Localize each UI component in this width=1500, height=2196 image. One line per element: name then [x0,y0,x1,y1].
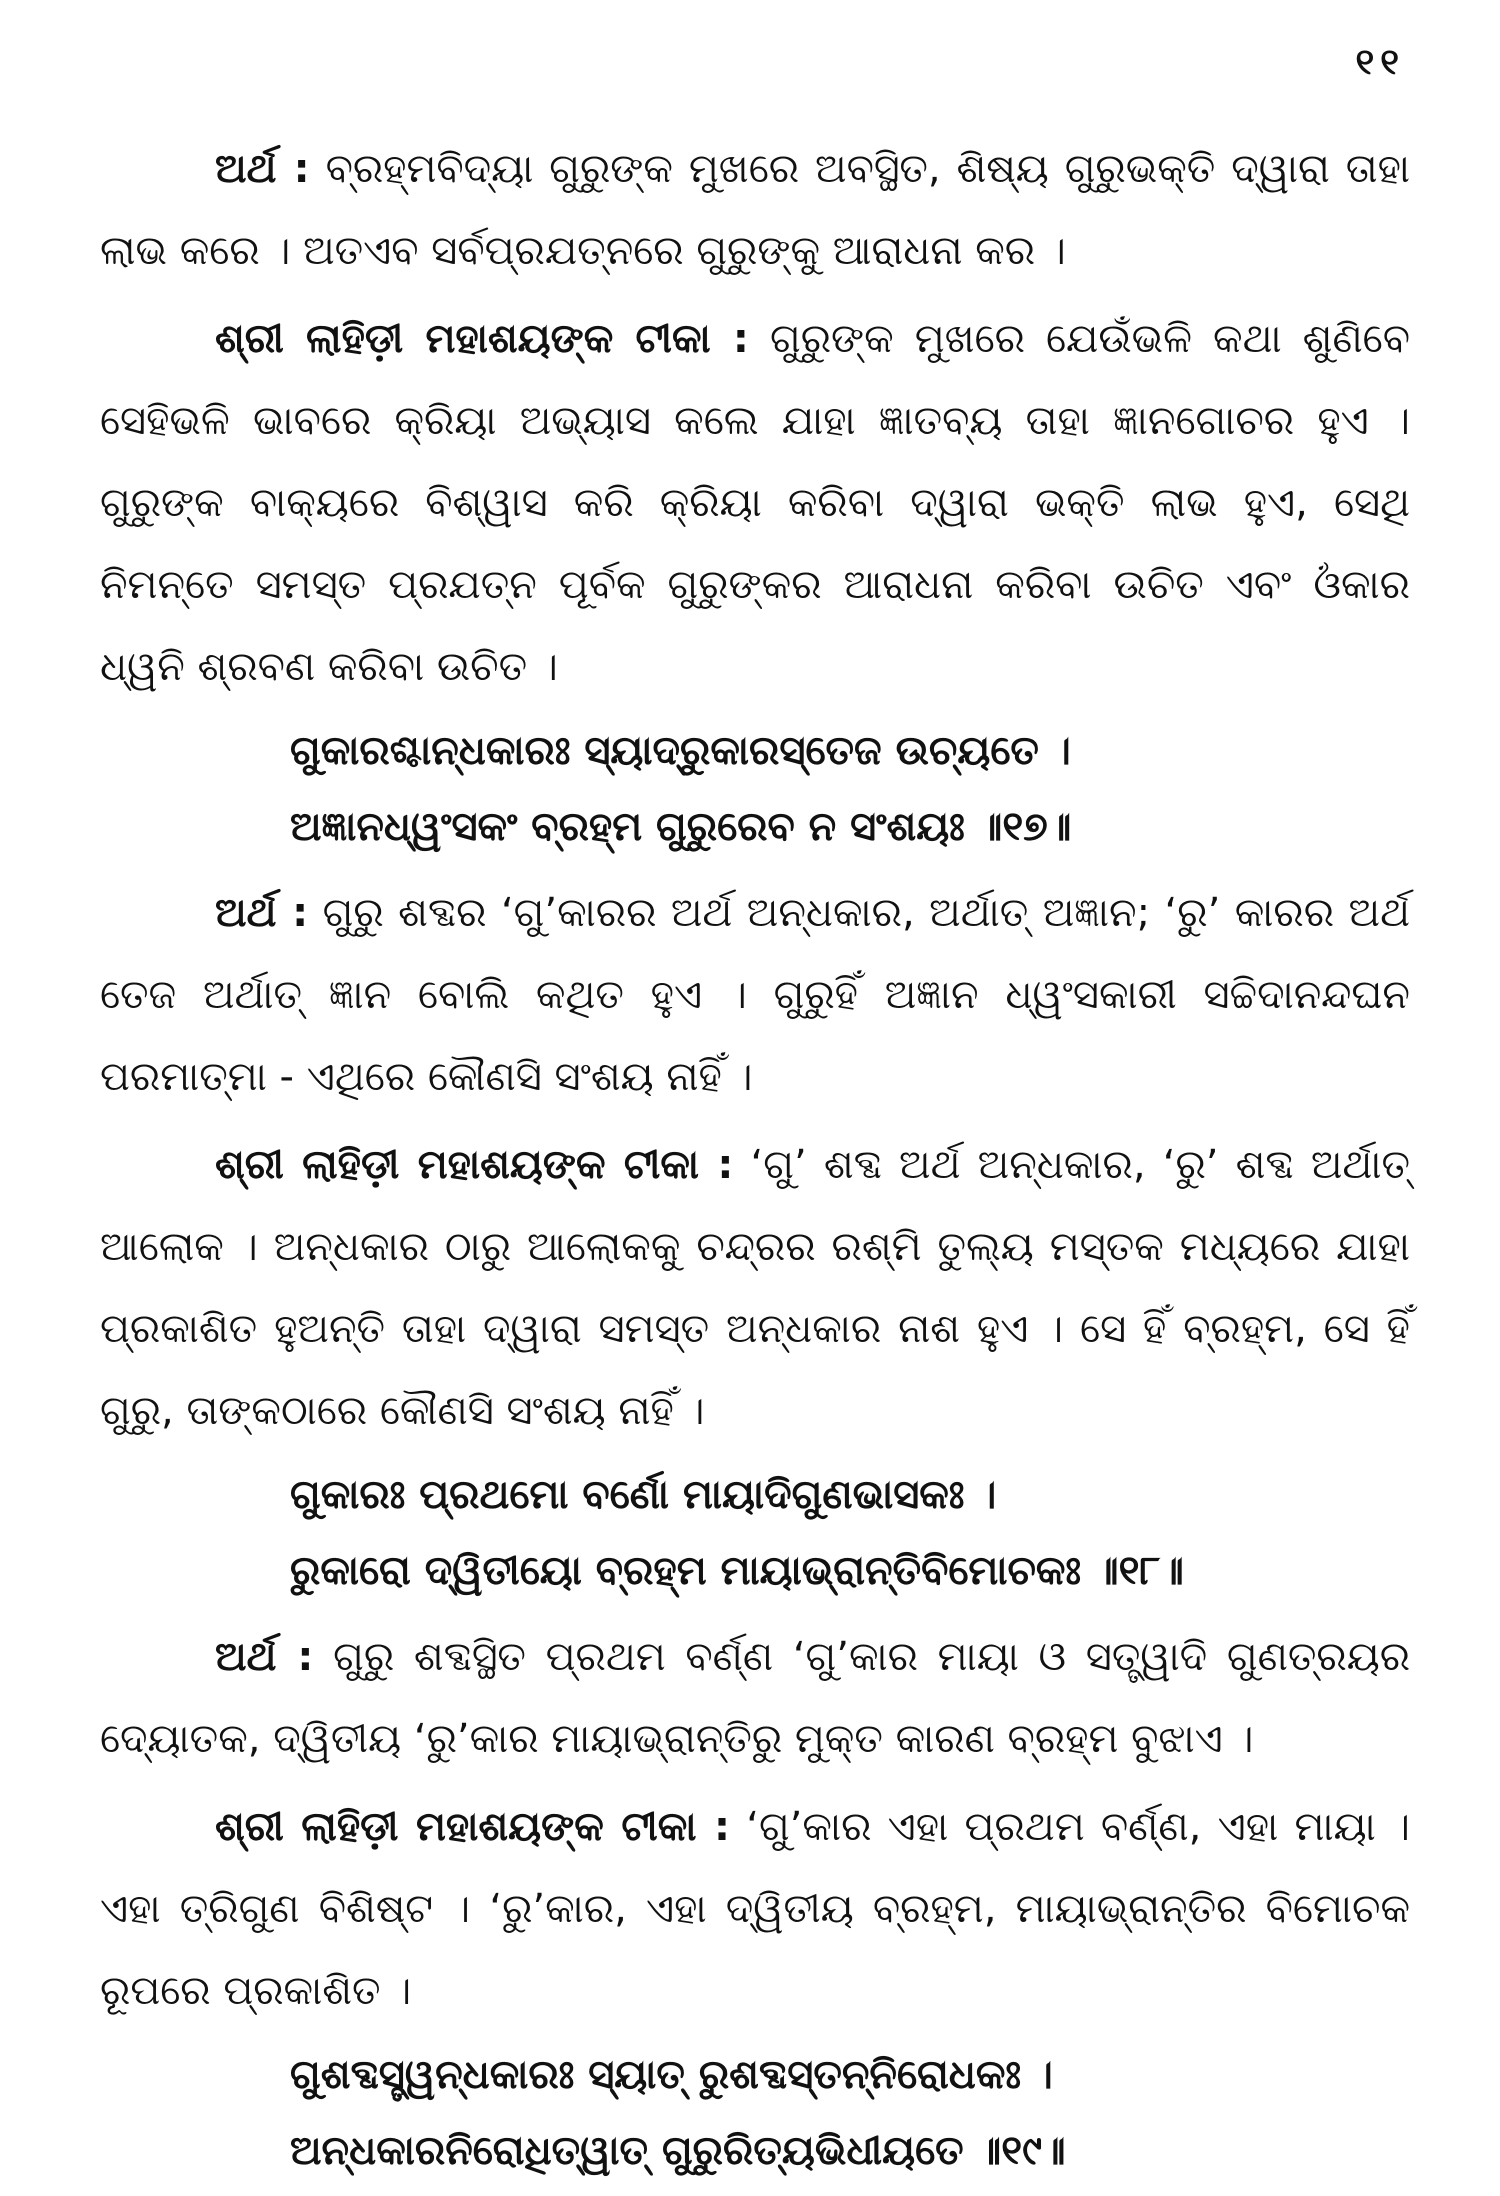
verse-line: ଗୁକାରଶ୍ଚାନ୍ଧକାରଃ ସ୍ୟାଦ୍ରୁକାରସ୍ତେଜ ଉଚ୍ୟତେ । [290,728,1071,774]
verse-17 [100,714,1410,864]
paragraph-text: ଗୁରୁ ଶବ୍ଦସ୍ଥିତ ପ୍ରଥମ ବର୍ଣ୍ଣ ‘ଗୁ’କାର ମାୟା ଓ ସତ୍ତ୍ୱାଦି ଗୁଣତ୍ରୟର ଦ୍ୟୋତକ, ଦ୍ୱିତୀୟ ‘ରୁ’କାର ମାୟାଭ୍ରାନ୍ତିରୁ ମୁକ୍ତ କାରଣ ବ୍ରହ୍ମ ବୁଝାଏ । [100,1634,1411,1762]
paragraph-text: ଗୁରୁଙ୍କ ମୁଖରେ ଯେଉଁଭଳି କଥା ଶୁଣିବେ ସେହିଭଳି ଭାବରେ କ୍ରିୟା ଅଭ୍ୟାସ କଲେ ଯାହା ଜ୍ଞାତବ୍ୟ ତାହା ଜ୍ଞାନଗୋଚର ହୁଏ । ଗୁରୁଙ୍କ ବାକ୍ୟରେ ବିଶ୍ୱାସ କରି କ୍ରିୟା କରିବା ଦ୍ୱାରା ଭକ୍ତି ଲାଭ ହୁଏ, ସେଥି ନିମନ୍ତେ ସମସ୍ତ ପ୍ରଯତ୍ନ ପୂର୍ବକ ଗୁରୁଙ୍କର ଆରାଧନା କରିବା ଉଚିତ ଏବଂ ଓଁକାର ଧ୍ୱନି ଶ୍ରବଣ କରିବା ଉଚିତ । [100,316,1410,690]
paragraph-text: ‘ଗୁ’କାର ଏହା ପ୍ରଥମ ବର୍ଣ୍ଣ, ଏହା ମାୟା । ଏହା ତ୍ରିଗୁଣ ବିଶିଷ୍ଟ । ‘ରୁ’କାର, ଏହା ଦ୍ୱିତୀୟ ବ୍ରହ୍ମ, ମାୟାଭ୍ରାନ୍ତିର ବିମୋଚକ ରୂପରେ ପ୍ରକାଶିତ । [100,1804,1410,2014]
verse-line: ଗୁକାରଃ ପ୍ରଥମୋ ବର୍ଣୋ ମାୟାଦିଗୁଣଭାସକଃ । [290,1472,997,1518]
page-content [100,128,1410,2196]
page-number: ୧୧ [1355,42,1405,83]
meaning-paragraph [100,1616,1410,1780]
meaning-paragraph [100,128,1410,292]
verse-19 [100,2038,1410,2188]
paragraph-text: ବ୍ରହ୍ମବିଦ୍ୟା ଗୁରୁଙ୍କ ମୁଖରେ ଅବସ୍ଥିତ, ଶିଷ୍ୟ ଗୁରୁଭକ୍ତି ଦ୍ୱାରା ତାହା ଲାଭ କରେ । ଅତଏବ ସର୍ବପ୍ରଯତ୍ନରେ ଗୁରୁଙ୍କୁ ଆରାଧନା କର । [100,146,1411,274]
verse-line: ଅଜ୍ଞାନଧ୍ୱଂସକଂ ବ୍ରହ୍ମ ଗୁରୁରେବ ନ ସଂଶୟଃ ॥୧୭॥ [290,804,1072,850]
paragraph-label: ଅର୍ଥ : [215,890,309,936]
commentary-paragraph [100,298,1410,708]
verse-18 [100,1458,1410,1608]
paragraph-label: ଅର୍ଥ : [215,146,310,192]
paragraph-label: ଶ୍ରୀ ଲାହିଡ଼ୀ ମହାଶୟଙ୍କ ଟୀକା : [215,1804,730,1850]
verse-line: ଗୁଶବ୍ଦସ୍ତ୍ୱନ୍ଧକାରଃ ସ୍ୟାତ୍ ରୁଶବ୍ଦସ୍ତନ୍ନିରୋଧକଃ । [290,2052,1053,2098]
meaning-paragraph [100,872,1410,1118]
paragraph-label: ଶ୍ରୀ ଲାହିଡ଼ୀ ମହାଶୟଙ୍କ ଟୀକା : [215,1142,734,1188]
verse-line: ଅନ୍ଧକାରନିରୋଧିତ୍ୱାତ୍ ଗୁରୁରିତ୍ୟଭିଧୀୟତେ ॥୧୯॥ [290,2128,1066,2174]
verse-line: ରୁକାରୋ ଦ୍ୱିତୀୟୋ ବ୍ରହ୍ମ ମାୟାଭ୍ରାନ୍ତିବିମୋଚକଃ ॥୧୮॥ [290,1548,1184,1594]
paragraph-text: ଗୁରୁ ଶବ୍ଦର ‘ଗୁ’କାରର ଅର୍ଥ ଅନ୍ଧକାର, ଅର୍ଥାତ୍ ଅଜ୍ଞାନ; ‘ରୁ’ କାରର ଅର୍ଥ ତେଜ ଅର୍ଥାତ୍ ଜ୍ଞାନ ବୋଲି କଥିତ ହୁଏ । ଗୁରୁହିଁ ଅଜ୍ଞାନ ଧ୍ୱଂସକାରୀ ସଚ୍ଚିଦାନନ୍ଦଘନ ପରମାତ୍ମା - ଏଥିରେ କୌଣସି ସଂଶୟ ନାହିଁ । [100,890,1410,1100]
paragraph-label: ଅର୍ଥ : [215,1634,314,1680]
commentary-paragraph [100,1124,1410,1452]
commentary-paragraph [100,1786,1410,2032]
paragraph-text: ‘ଗୁ’ ଶବ୍ଦ ଅର୍ଥ ଅନ୍ଧକାର, ‘ରୁ’ ଶବ୍ଦ ଅର୍ଥାତ୍ ଆଲୋକ । ଅନ୍ଧକାର ଠାରୁ ଆଲୋକକୁ ଚନ୍ଦ୍ରର ରଶ୍ମି ତୁଲ୍ୟ ମସ୍ତକ ମଧ୍ୟରେ ଯାହା ପ୍ରକାଶିତ ହୁଅନ୍ତି ତାହା ଦ୍ୱାରା ସମସ୍ତ ଅନ୍ଧକାର ନାଶ ହୁଏ । ସେ ହିଁ ବ୍ରହ୍ମ, ସେ ହିଁ ଗୁରୁ, ତାଙ୍କଠାରେ କୌଣସି ସଂଶୟ ନାହିଁ । [100,1142,1410,1434]
paragraph-label: ଶ୍ରୀ ଲାହିଡ଼ୀ ମହାଶୟଙ୍କ ଟୀକା : [215,316,749,362]
